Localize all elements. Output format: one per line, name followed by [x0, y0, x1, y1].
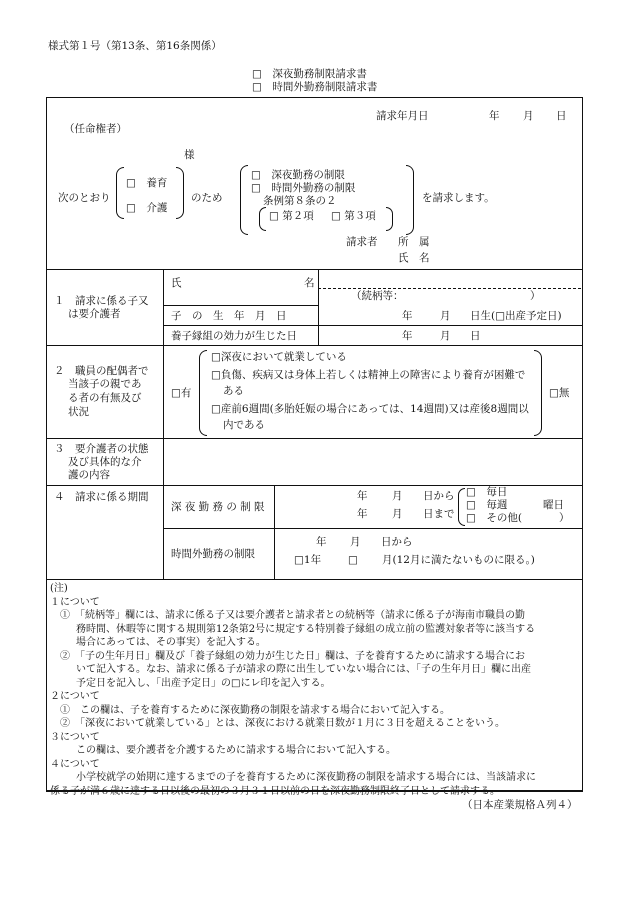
note-heading: ４について — [50, 758, 100, 770]
spouse-yes-checkbox[interactable]: □有 — [171, 387, 192, 399]
name-label: 氏 名 — [398, 252, 430, 264]
overtime-limit-period-label: 時間外勤務の制限 — [171, 548, 255, 560]
title-overtime-checkbox[interactable]: □ 時間外勤務制限請求書 — [252, 81, 378, 93]
ordinance-label: 条例第８条の２ — [263, 195, 337, 207]
bracket-right — [534, 350, 542, 436]
bracket-left — [116, 167, 124, 219]
divider — [46, 269, 582, 270]
night-to-day[interactable]: 日まで — [423, 508, 455, 520]
section2-label: 当該子の親であ — [68, 378, 142, 390]
bracket-left — [458, 488, 465, 526]
birth-date-label: 子 の 生 年 月 日 — [171, 310, 287, 322]
overtime-months-label: 月(12月に満たないものに限る。) — [382, 554, 535, 566]
adoption-date-label: 養子縁組の効力が生じた日 — [171, 330, 297, 342]
night-to-year[interactable]: 年 — [357, 508, 368, 520]
night-from-day[interactable]: 日から — [423, 490, 455, 502]
night-from-year[interactable]: 年 — [357, 490, 368, 502]
note-heading: ２について — [50, 691, 100, 702]
option-night-limit-checkbox[interactable]: □ 深夜勤務の制限 — [251, 169, 345, 181]
birth-year[interactable]: 年 — [402, 310, 413, 322]
request-date-label: 請求年月日 — [376, 110, 429, 122]
relation-field[interactable]: （続柄等： — [351, 290, 404, 302]
section2-label: ２ 職員の配偶者で — [54, 365, 149, 377]
bracket-right — [176, 167, 184, 219]
request-date-year[interactable]: 年 — [489, 110, 500, 122]
subject-name-label: 名 — [304, 277, 315, 289]
divider — [46, 345, 582, 346]
divider — [163, 528, 582, 529]
note-text: 予定日を記入し、「出産予定日」の□にレ印を記入する。 — [76, 677, 331, 689]
no-tame-label: のため — [191, 192, 223, 204]
bracket-right — [386, 207, 393, 231]
note-text: 係る子が満６歳に達する日以後の最初の３月３１日以前の日を深夜勤務制限終了日として請求する。 — [50, 785, 500, 797]
notes-section — [50, 582, 578, 798]
sama-label: 様 — [184, 149, 195, 161]
option-ikuji-checkbox[interactable]: □ 養育 — [126, 177, 168, 189]
subject-name-label: 氏 — [171, 277, 182, 289]
condition-disability-checkbox[interactable]: □負傷、疾病又は身体上若しくは精神上の障害により養育が困難で — [211, 369, 526, 381]
title-night-duty-checkbox[interactable]: □ 深夜勤務制限請求書 — [252, 68, 367, 80]
birth-day-expected-checkbox[interactable]: 日生(□出産予定日) — [470, 310, 562, 322]
divider — [46, 790, 582, 791]
request-end-label: を請求します。 — [422, 192, 495, 204]
note-text: この欄は、要介護者を介護するために請求する場合において記入する。 — [76, 745, 396, 756]
note-text: 務時間、休暇等に関する規則第12条第2号に規定する特別養子縁組の成立前の監護対象者等に該当する — [76, 623, 536, 635]
overtime-from-year[interactable]: 年 — [316, 536, 327, 548]
note-heading: １について — [50, 596, 100, 608]
paragraph2-checkbox[interactable]: □ 第２項 — [269, 210, 314, 222]
condition-night-work-checkbox[interactable]: □深夜において就業している — [211, 351, 347, 363]
divider — [318, 325, 319, 345]
appointer-label: （任命権者） — [64, 123, 127, 135]
form-frame — [46, 97, 583, 892]
freq-weekday-label[interactable]: 曜日 — [543, 499, 564, 511]
divider — [163, 305, 318, 306]
note-text: 場合にあっては、その事実）を記入する。 — [76, 637, 266, 648]
adoption-year[interactable]: 年 — [402, 330, 413, 342]
divider — [46, 438, 582, 439]
adoption-day[interactable]: 日 — [470, 330, 481, 342]
note-text: ① 「続柄等」欄には、請求に係る子又は要介護者と請求者との続柄等（請求に係る子が海南市職員の勤 — [60, 610, 525, 621]
paragraph3-checkbox[interactable]: □ 第３項 — [331, 210, 376, 222]
option-overtime-limit-checkbox[interactable]: □ 時間外勤務の制限 — [251, 182, 356, 194]
bracket-right — [406, 165, 414, 235]
note-text: ① この欄は、子を養育するために深夜勤務の制限を請求する場合において記入する。 — [60, 704, 450, 716]
section3-label: 護の内容 — [68, 469, 110, 481]
section1-label: は要介護者 — [68, 308, 121, 320]
requester-label: 請求者 — [346, 236, 378, 248]
overtime-from-day[interactable]: 日から — [381, 536, 413, 548]
condition-maternity-checkbox[interactable]: □産前6週間(多胎妊娠の場合にあっては、14週間)又は産後8週間以 — [211, 403, 529, 415]
divider — [318, 269, 319, 325]
paper-standard: （日本産業規格Ａ列４） — [462, 799, 578, 811]
spouse-no-checkbox[interactable]: □無 — [549, 387, 570, 399]
section3-label: 及び具体的な介 — [68, 456, 142, 468]
relation-close: ） — [530, 290, 541, 302]
note-heading: ３について — [50, 731, 100, 743]
section3-label: ３ 要介護者の状態 — [54, 443, 149, 455]
request-date-day[interactable]: 日 — [556, 110, 567, 122]
section2-label: 状況 — [68, 406, 89, 418]
label-column-divider — [163, 269, 164, 579]
note-text: ② 「深夜において就業している」とは、深夜における就業日数が１月に３日を超えることをいう。 — [60, 718, 505, 729]
affiliation-label: 所 属 — [398, 236, 430, 248]
section1-label: １ 請求に係る子又 — [54, 295, 149, 307]
birth-month[interactable]: 月 — [440, 310, 451, 322]
note-text: ② 「子の生年月日」欄及び「養子縁組の効力が生じた日」欄は、子を養育するために請求する場合にお — [60, 650, 525, 662]
option-kaigo-checkbox[interactable]: □ 介護 — [126, 202, 168, 214]
note-text: いて記入する。なお、請求に係る子が請求の際に出生していない場合には、「子の生年月日」欄に出産 — [76, 664, 531, 675]
freq-other-close: ） — [559, 512, 570, 524]
adoption-month[interactable]: 月 — [440, 330, 451, 342]
overtime-months-checkbox[interactable]: □ — [348, 554, 358, 566]
night-from-month[interactable]: 月 — [392, 490, 403, 502]
night-limit-period-label: 深 夜 勤 務 の 制 限 — [171, 501, 265, 513]
bracket-left — [240, 165, 248, 235]
next-as-label: 次のとおり — [58, 192, 111, 204]
request-date-month[interactable]: 月 — [523, 110, 534, 122]
section4-label: ４ 請求に係る期間 — [54, 491, 149, 503]
night-to-month[interactable]: 月 — [392, 508, 403, 520]
overtime-from-month[interactable]: 月 — [350, 536, 361, 548]
bracket-left — [199, 350, 207, 436]
freq-weekly-checkbox[interactable]: □ 毎週 — [466, 499, 508, 511]
section2-label: る者の有無及び — [68, 392, 142, 404]
condition-maternity-text: 内である — [223, 419, 265, 431]
condition-disability-text: ある — [223, 385, 244, 397]
divider — [318, 288, 581, 289]
notes-heading: (注) — [50, 583, 68, 594]
form-number: 様式第１号（第13条、第16条関係） — [48, 40, 222, 52]
bracket-left — [259, 207, 266, 231]
overtime-one-year-checkbox[interactable]: □1年 — [294, 554, 322, 566]
divider — [163, 325, 582, 326]
divider — [46, 579, 582, 580]
freq-other-checkbox[interactable]: □ その他( — [466, 512, 523, 524]
freq-daily-checkbox[interactable]: □ 毎日 — [466, 486, 508, 498]
note-text: 小学校就学の始期に達するまでの子を養育するために深夜勤務の制限を請求する場合には、当該請求に — [76, 772, 536, 783]
divider — [274, 485, 275, 579]
